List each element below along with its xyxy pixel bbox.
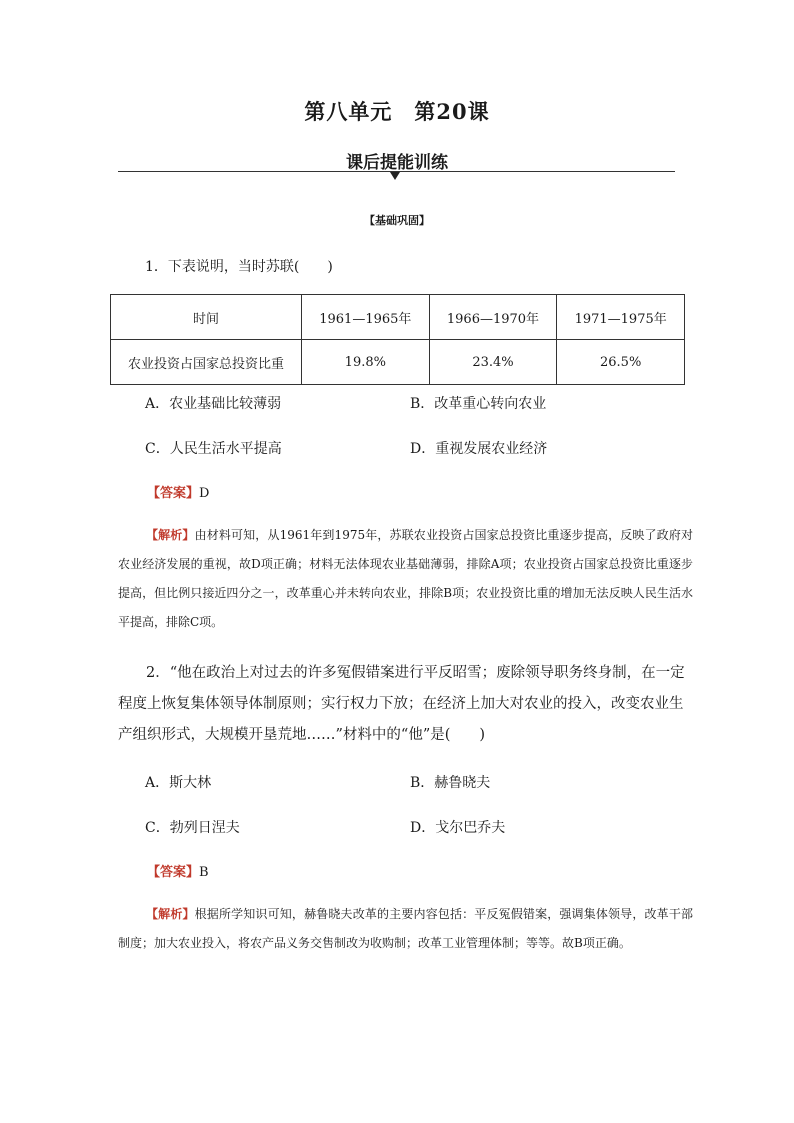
q1-option-a: A．农业基础比较薄弱 (145, 396, 282, 412)
section-heading: 【基础巩固】 (364, 214, 430, 227)
table-header-cell: 1966—1970年 (429, 295, 557, 340)
explanation-label: 【解析】 (146, 528, 195, 542)
answer-value: D (199, 486, 210, 501)
q1-option-b: B．改革重心转向农业 (410, 396, 547, 412)
q2-option-a: A．斯大林 (145, 775, 212, 791)
answer-label: 【答案】 (147, 865, 200, 880)
page-title: 第八单元 第20课 (304, 99, 490, 124)
table-header-cell: 1961—1965年 (302, 295, 430, 340)
explanation-text: 根据所学知识可知，赫鲁晓夫改革的主要内容包括：平反冤假错案，强调集体领导，改革干部制度；加大农业投入，将农产品义务交售制改为收购制；改革工业管理体制；等等。故B项正确。 (118, 907, 693, 950)
q1-option-d: D．重视发展农业经济 (410, 441, 548, 457)
table-cell: 19.8% (302, 340, 430, 385)
answer-label: 【答案】 (147, 486, 200, 501)
question-2-stem: 2．“他在政治上对过去的许多冤假错案进行平反昭雪；废除领导职务终身制，在一定程度上恢复集体领导体制原则；实行权力下放；在经济上加大对农业的投入，改变农业生产组织形式，大规模开垦荒地……”材料中的“他”是( ) (118, 665, 685, 743)
q2-answer (147, 861, 209, 880)
q2-option-d: D．戈尔巴乔夫 (410, 820, 506, 836)
q2-option-b: B．赫鲁晓夫 (410, 775, 491, 791)
table-cell: 26.5% (557, 340, 685, 385)
q1-option-c: C．人民生活水平提高 (145, 441, 282, 457)
explanation-label: 【解析】 (146, 907, 195, 921)
question-1-stem: 1．下表说明，当时苏联( ) (145, 259, 333, 275)
table-header-cell: 1971—1975年 (557, 295, 685, 340)
explanation-text: 由材料可知，从1961年到1975年，苏联农业投资占国家总投资比重逐步提高，反映了政府对农业经济发展的重视，故D项正确；材料无法体现农业基础薄弱，排除A项；农业投资占国家总投资比重逐步提高，但比例只接近四分之一，改革重心并未转向农业，排除B项；农业投资比重的增加无法反映人民生活水平提高，排除C项。 (118, 528, 693, 629)
table-cell: 23.4% (429, 340, 557, 385)
question-1-table (110, 294, 685, 385)
q1-answer (147, 482, 209, 501)
table-header-cell: 时间 (111, 295, 302, 340)
q1-explanation (118, 521, 693, 637)
answer-value: B (199, 865, 209, 880)
triangle-marker-icon (390, 172, 400, 180)
table-header-row (111, 295, 685, 340)
table-row (111, 340, 685, 385)
page-subtitle: 课后提能训练 (346, 153, 448, 173)
table-cell: 农业投资占国家总投资比重 (111, 340, 302, 385)
q2-option-c: C．勃列日涅夫 (145, 820, 240, 836)
q2-explanation (118, 900, 693, 958)
